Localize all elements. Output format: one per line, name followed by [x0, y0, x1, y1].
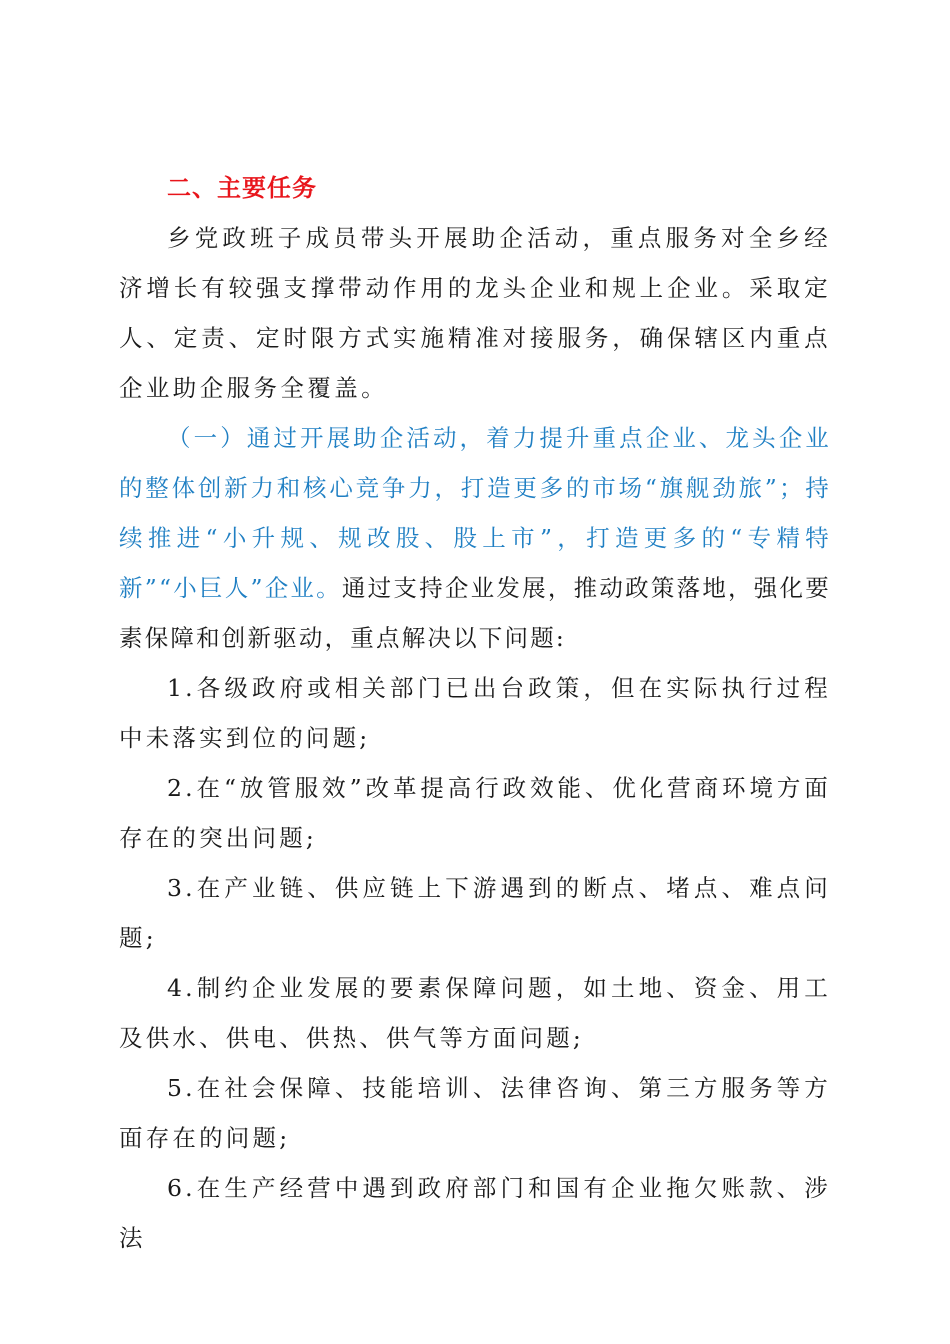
- intro-paragraph: 乡党政班子成员带头开展助企活动，重点服务对全乡经济增长有较强支撑带动作用的龙头企业和规上企业。采取定人、定责、定时限方式实施精准对接服务，确保辖区内重点企业助企服务全覆盖。: [119, 224, 831, 402]
- list-item: 3.在产业链、供应链上下游遇到的断点、堵点、难点问题;: [119, 874, 831, 952]
- list-item: 5.在社会保障、技能培训、法律咨询、第三方服务等方面存在的问题;: [119, 1074, 831, 1152]
- list-item: 1.各级政府或相关部门已出台政策，但在实际执行过程中未落实到位的问题;: [119, 674, 831, 752]
- task-paragraph: [119, 413, 831, 663]
- paragraph-text: 通过支持企业发展，推动政策落地，强化要素保障和创新驱动，重点解决以下问题:: [119, 574, 831, 652]
- list-item: 2.在“放管服效”改革提高行政效能、优化营商环境方面存在的突出问题;: [119, 774, 831, 852]
- list-item: 6.在生产经营中遇到政府部门和国有企业拖欠账款、涉法: [119, 1174, 831, 1252]
- list-item: 4.制约企业发展的要素保障问题，如土地、资金、用工及供水、供电、供热、供气等方面问题;: [119, 974, 831, 1052]
- highlighted-text: （一）通过开展助企活动，着力提升重点企业、龙头企业的整体创新力和核心竞争力，打造更多的市场“旗舰劲旅”；持续推进“小升规、规改股、股上市”，打造更多的“专精特新”“小巨人”企业。: [119, 424, 831, 602]
- document-body: [119, 163, 831, 1263]
- section-heading: 二、主要任务: [167, 174, 317, 202]
